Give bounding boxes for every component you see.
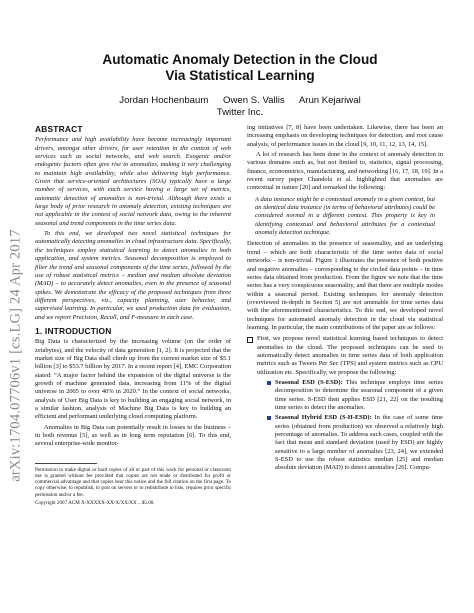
right-paragraph-1: ing initiatives [7, 8] have been undertaken. Likewise, there has been an increasing emphasis on developing techniques for detection, and root cause analysis, of performance issues in the cloud [9, 10, 11, 12, 13, 14, 15]. xyxy=(247,124,443,148)
intro-paragraph-2: Anomalies in Big Data can potentially result in losses to the business – in both revenue [5], as well as in long term reputation [6]. To this end, several enterprise-wide monitor- xyxy=(35,423,231,448)
right-paragraph-3: Detection of anomalies in the presence of seasonality, and an underlying trend – which are both characteristic of the time series data of social networks – is non-trivial. Figure 1 illustrates the presence of both positive and negative anomalies – corresponding to the circled data points – in time series data obtained from production. From the figure we note that the time series has a very conspicuous seasonality, and that there are multiple modes within a seasonal period. Existing techniques for anomaly detection (overviewed in-depth in Section 5) are not amenable for time series data with the aforementioned characteristics. To this end, we developed novel techniques for automated anomaly detection in the cloud via statistical learning. In particular, the main contributions of the paper are as follows: xyxy=(247,240,443,331)
paper-title xyxy=(30,52,450,84)
arxiv-identifier xyxy=(2,120,30,590)
intro-paragraph-1: Big Data is characterized by the increasing volume (on the order of zetabytes), and the velocity of data generation [1, 2]. It is projected that the market size of Big Data shall climb up from the current market size of $5.1 billion [3] to $53.7 billion by 2017. In a recent report [4], EMC Corporation stated: “A major factor behind the expansion of the digital universe is the growth of machine generated data, increasing from 11% of the digital universe in 2005 to over 40% in 2020.” In the context of social networks, analysis of User Big Data is key to building an engaging social network, in a similar fashion, analysis of Machine Big Data is key to building an efficient and performant underlying cloud computing platform. xyxy=(35,338,231,421)
contribution-item xyxy=(247,335,443,473)
technique-description: This technique employs time series decomposition to determine the seasonal component of a given time series. S-ESD then applies ESD [21, 22] on the resulting time series to detect the anomalies. xyxy=(275,378,444,411)
survey-quote: A data instance might be a contextual anomaly in a given context, but an identical data instance (in terms of behavioral attributes) could be considered normal in a different context. This property is key in identifying contextual and behavioral attributes for a contextual anomaly detection technique. xyxy=(255,195,435,237)
right-paragraph-2: A lot of research has been done in the context of anomaly detection in various domains such as, but not limited to, statistics, signal processing, finance, econometrics, manufacturing, and networking [16, 17, 18, 19]. In a recent survey paper Chandola et al. highlighted that anomalies are contextual in nature [20] and remarked the following: xyxy=(247,151,443,192)
technique-name: Seasonal Hybrid ESD (S-H-ESD): xyxy=(275,414,372,422)
contribution-text: First, we propose novel statistical learning based techniques to detect anomalies in the cloud. The proposed techniques can be used to automatically detect anomalies in time series data of both application metrics such as Tweets Per Sec (TPS) and system metrics such as CPU utilization etc. Specifically, we propose the following: xyxy=(257,335,443,376)
square-bullet-icon xyxy=(267,381,271,385)
footnote-rule xyxy=(35,463,97,464)
right-column xyxy=(247,124,443,475)
arxiv-stamp-text: arXiv:1704.07706v1 [cs.LG] 24 Apr 2017 xyxy=(7,228,24,482)
square-bullet-icon xyxy=(267,416,271,420)
author-1: Jordan Hochenbaum xyxy=(119,95,209,106)
abstract-paragraph-2: To this end, we developed two novel statistical techniques for automatically detecting anomalies in cloud infrastructure data. Specifically, the techniques employ statistical learning to detect anomalies in both application, and system metrics. Seasonal decomposition is employed to filter the trend and seasonal components of the time series, followed by the use of robust statistical metrics – median and median absolute deviation (MAD) – to accurately detect anomalies, even in the presence of seasonal spikes. We demonstrate the efficacy of the proposed techniques from three different perspectives, viz., capacity planning, user behavior, and supervised learning. In particular, we used production data for evaluation, and we report Precision, Recall, and F-measure in each case. xyxy=(35,230,231,321)
introduction-heading: 1. INTRODUCTION xyxy=(35,325,112,336)
author-block xyxy=(30,95,450,119)
author-2: Owen S. Vallis xyxy=(223,95,285,106)
permission-footnote: Permission to make digital or hard copies of all or part of this work for personal or classroom use is granted without fee provided that copies are not made or distributed for profit or commercial advantage and that copies bear this notice and the full citation on the first page. To copy otherwise, to republish, to post on servers or to redistribute to lists, requires prior specific permission and/or a fee. xyxy=(35,466,231,498)
technique-list xyxy=(267,379,443,473)
contributions-list xyxy=(247,335,443,473)
technique-item-s-esd xyxy=(267,379,443,412)
copyright-notice: Copyright 2007 ACM X-XXXXX-XX-X/XX/XX ...$5.00. xyxy=(35,499,155,506)
left-column xyxy=(35,124,231,508)
affiliation: Twitter Inc. xyxy=(216,107,264,118)
checkbox-bullet-icon xyxy=(247,337,253,343)
technique-description: In the case of some time series (obtained from production) we observed a relatively high percentage of anomalies. To address such cases, coupled with the fact that mean and standard deviation (used by ESD) are highly sensitive to a large number of anomalies [23, 24], we extended S-ESD to use the robust statistics median [25] and median absolute deviation (MAD) to detect anomalies [26]. Compu- xyxy=(275,414,444,472)
abstract-heading: ABSTRACT xyxy=(35,124,83,134)
technique-name: Seasonal ESD (S-ESD): xyxy=(275,378,343,386)
author-3: Arun Kejariwal xyxy=(298,95,361,106)
title-line-2: Via Statistical Learning xyxy=(165,68,315,83)
title-line-1: Automatic Anomaly Detection in the Cloud xyxy=(102,52,378,67)
abstract-paragraph-1: Performance and high availability have become increasingly important drivers, amongst other drivers, for user retention in the context of web services such as social networks, and web search. Exogenic and/or endogenic factors often give rise to anomalies, making it very challenging to maintain high availability, while also delivering high performance. Given that service-oriented architectures (SOA) typically have a large number of services, with each service having a large set of metrics, automatic detection of anomalies is non-trivial. Although there exists a large body of prior research in anomaly detection, existing techniques are not applicable in the context of social network data, owing to the inherent seasonal and trend components in the time series data. xyxy=(35,136,231,227)
technique-item-s-h-esd xyxy=(267,414,443,472)
